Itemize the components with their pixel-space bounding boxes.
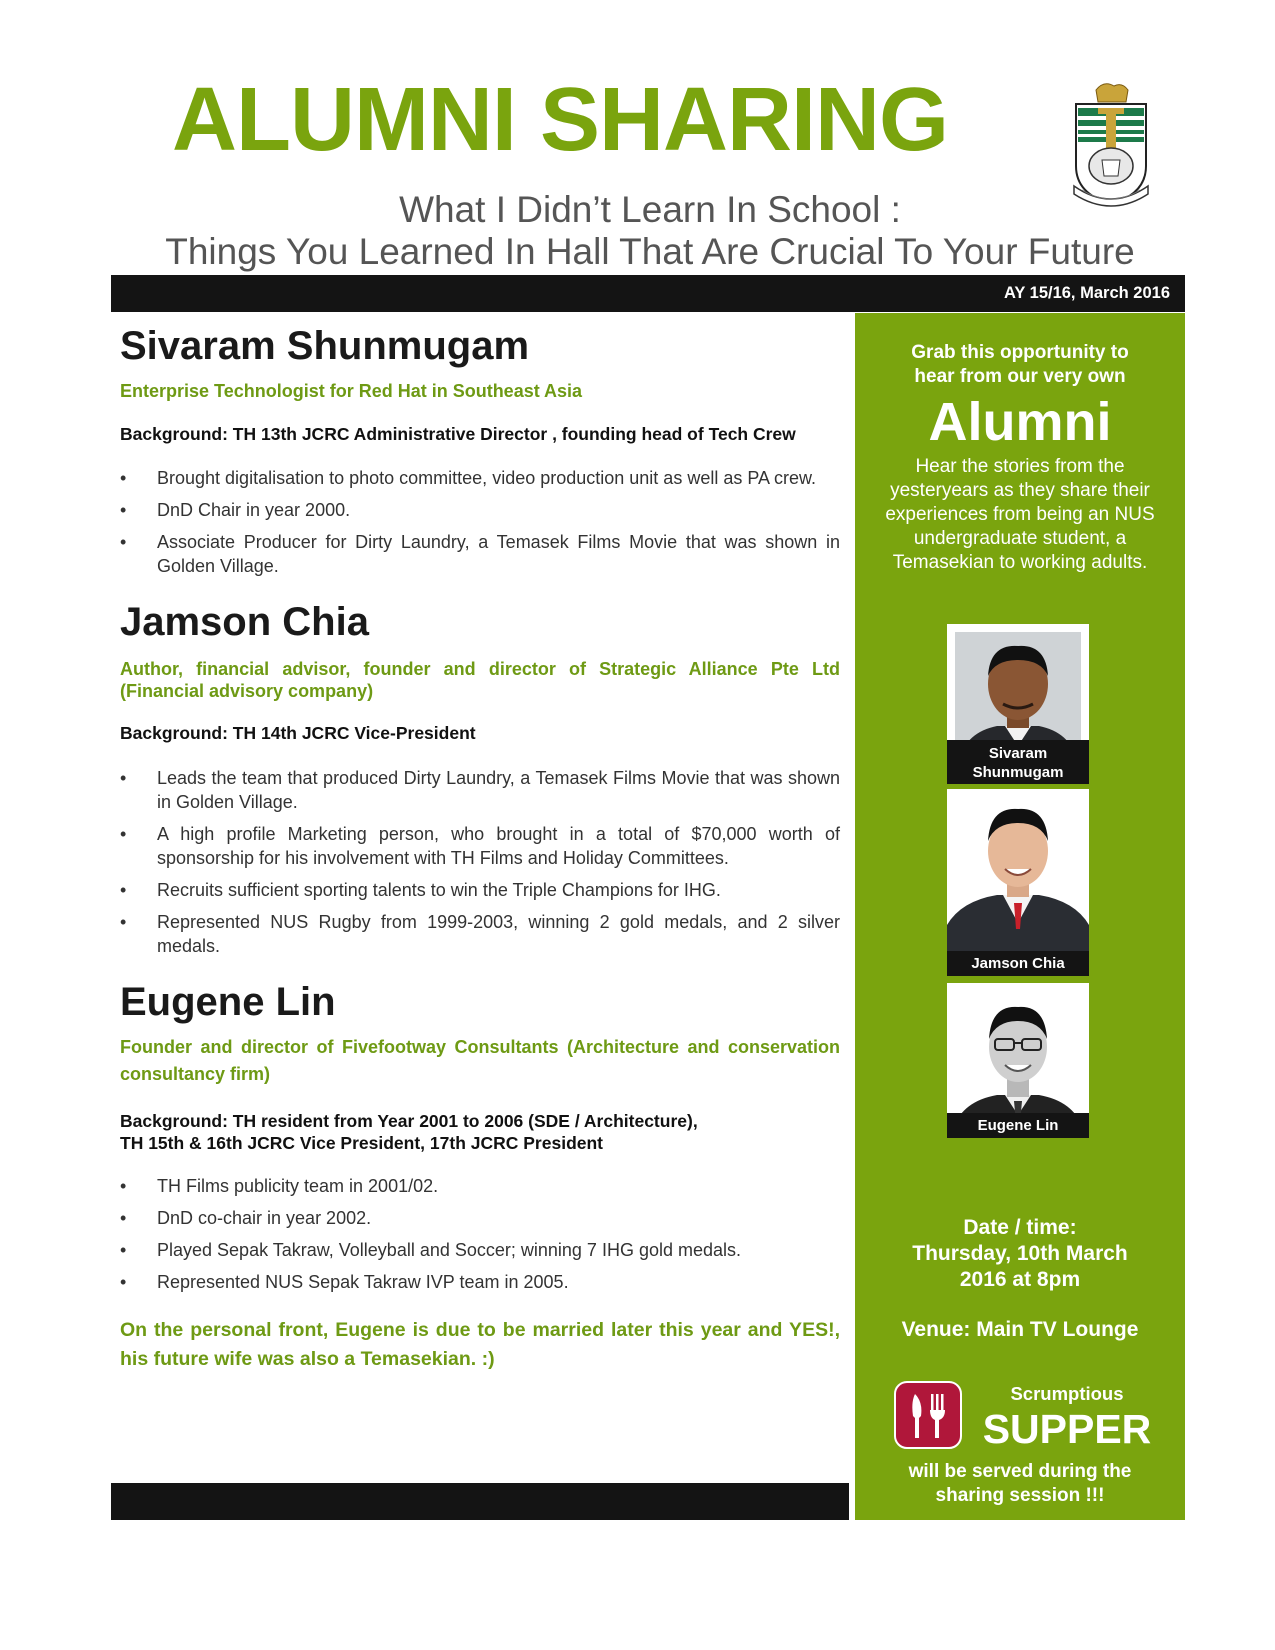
supper-heading: SUPPER [982, 1406, 1152, 1452]
supper-subheading: Scrumptious [1010, 1383, 1124, 1404]
date-banner-text: AY 15/16, March 2016 [1003, 284, 1170, 302]
speaker-background: Background: TH 14th JCRC Vice-President [120, 723, 476, 743]
list-item: • Associate Producer for Dirty Laundry, a Temasek Films Movie that was shown in Golden Village. [120, 532, 840, 576]
sidebar-description: Hear the stories from the yesteryears as they share their experiences from being an NUS undergraduate student, a Temasekian to working adults. [885, 456, 1155, 573]
speaker-jamson [120, 596, 840, 958]
page-title: ALUMNI SHARING [172, 70, 948, 170]
sidebar-heading: Alumni [928, 392, 1112, 452]
speaker-role: Founder and director of Fivefootway Consultants (Architecture and conservation consultancy firm) [120, 1037, 840, 1084]
supper-note: will be served during the sharing session !!! [908, 1461, 1132, 1506]
event-venue: Venue: Main TV Lounge [901, 1318, 1139, 1341]
event-date: Date / time: Thursday, 10th March 2016 at 8pm [912, 1216, 1128, 1291]
speaker-points [120, 766, 840, 958]
list-item: • TH Films publicity team in 2001/02. [120, 1176, 439, 1196]
speaker-background: Background: TH 13th JCRC Administrative Director , founding head of Tech Crew [120, 424, 796, 444]
subtitle-line-2: Things You Learned In Hall That Are Crucial To Your Future [165, 231, 1135, 272]
speaker-points [120, 1174, 840, 1294]
speaker-eugene [120, 976, 840, 1374]
bottom-bar [111, 1483, 849, 1520]
photo-eugene [947, 983, 1089, 1128]
list-item: • Played Sepak Takraw, Volleyball and Soccer; winning 7 IHG gold medals. [120, 1240, 741, 1260]
sidebar [855, 313, 1185, 1520]
list-item: • Leads the team that produced Dirty Laundry, a Temasek Films Movie that was shown in Golden Village. [120, 768, 840, 812]
list-item: • Represented NUS Rugby from 1999-2003, winning 2 gold medals, and 2 silver medals. [120, 912, 840, 956]
list-item: • A high profile Marketing person, who brought in a total of $70,000 worth of sponsorship for his involvement with TH Films and Holiday Committees. [120, 824, 840, 868]
caption-jamson: Jamson Chia [947, 951, 1089, 976]
list-item: • Recruits sufficient sporting talents to win the Triple Champions for IHG. [120, 880, 721, 900]
closing-note: On the personal front, Eugene is due to be married later this year and YES!, his future wife was also a Temasekian. :) [120, 1319, 840, 1370]
caption-sivaram: Sivaram Shunmugam [947, 740, 1089, 784]
speaker-name: Eugene Lin [120, 980, 336, 1024]
list-item: • Represented NUS Sepak Takraw IVP team in 2005. [120, 1272, 569, 1292]
speakers-column [120, 320, 840, 1374]
speaker-name: Jamson Chia [120, 600, 369, 644]
list-item: • DnD co-chair in year 2002. [120, 1208, 372, 1228]
speaker-role: Enterprise Technologist for Red Hat in Southeast Asia [120, 381, 583, 401]
fork-and-knife-icon [893, 1380, 963, 1450]
speaker-points [120, 466, 840, 578]
caption-eugene: Eugene Lin [947, 1113, 1089, 1138]
list-item: • Brought digitalisation to photo committee, video production unit as well as PA crew. [120, 468, 817, 488]
top-banner [111, 275, 1185, 312]
speaker-background: Background: TH resident from Year 2001 to 2006 (SDE / Architecture), TH 15th & 16th JCRC Vice President, 17th JCRC President [120, 1111, 698, 1153]
speaker-sivaram [120, 320, 840, 578]
photo-jamson [947, 789, 1089, 953]
speaker-role: Author, financial advisor, founder and director of Strategic Alliance Pte Ltd (Financial advisory company) [120, 659, 840, 701]
subtitle-line-1: What I Didn’t Learn In School : [399, 189, 901, 230]
sidebar-intro: Grab this opportunity to hear from our very own [911, 342, 1129, 387]
list-item: • DnD Chair in year 2000. [120, 500, 351, 520]
speaker-name: Sivaram Shunmugam [120, 324, 530, 368]
